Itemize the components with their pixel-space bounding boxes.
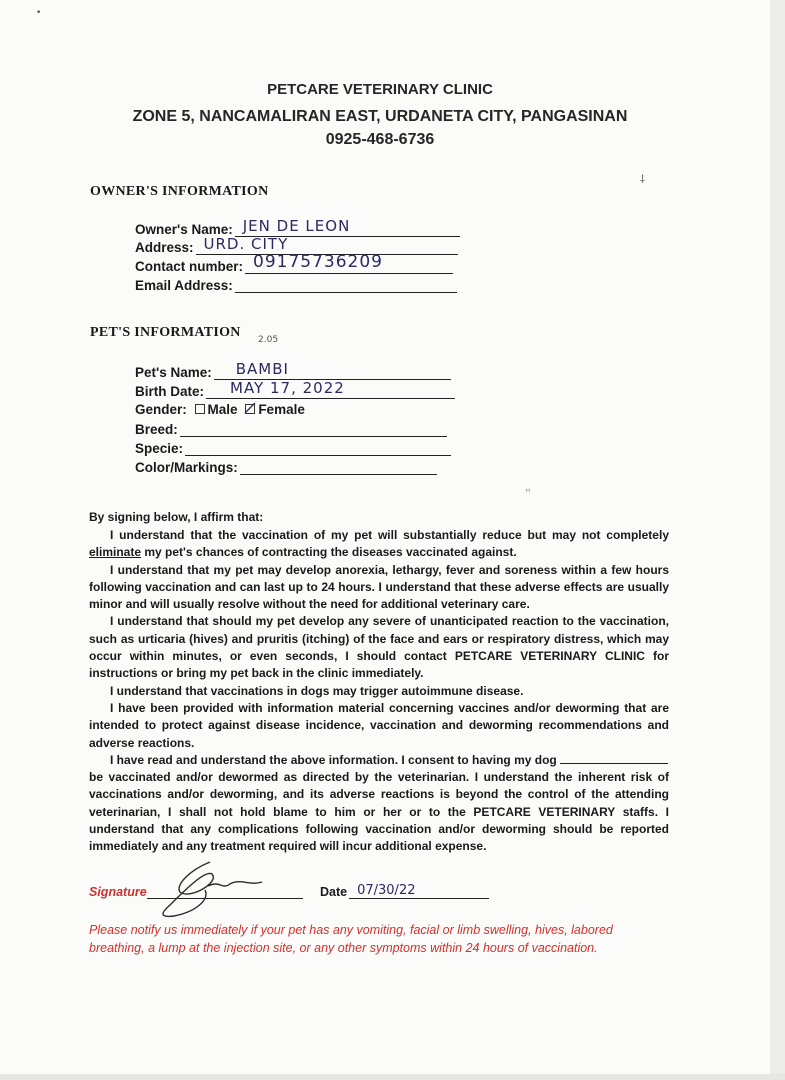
clinic-name: PETCARE VETERINARY CLINIC [267,81,493,98]
signature-scribble [150,860,270,922]
owner-name-field[interactable] [135,219,460,237]
gender-male-label: Male [207,401,238,417]
pet-gender-label: Gender: [135,401,187,417]
owner-email-field[interactable] [135,275,457,293]
pet-gender-field [135,401,305,417]
owner-address-value: URD. CITY [203,235,289,253]
consent-paragraph: I understand that should my pet develop any severe of unanticipated reaction to the vaccination, such as urticaria (hives) and pruritis (itching) of the face and ears or respiratory distress, which may occur within minutes, or even seconds, I should contact PETCARE VETERINARY CLINIC for instructions or bring my pet back in the clinic immediately. [89,614,669,681]
consent-paragraph: I have been provided with information material concerning vaccines and/or deworming that are intended to protect against disease incidence, vaccination and deworming recommendations and adverse reactions. [89,700,669,750]
scan-mark: ⸸ [640,173,646,186]
pet-birthdate-field[interactable] [135,381,455,399]
pet-breed-field[interactable] [135,419,447,437]
pet-margin-note: 2.05 [258,335,279,345]
check-mark-icon [244,402,256,414]
owner-name-value: JEN DE LEON [242,217,351,235]
date-value: 07/30/22 [357,883,416,898]
scan-dot: • [36,8,42,18]
owner-address-label: Address: [135,240,194,255]
clinic-address: ZONE 5, NANCAMALIRAN EAST, URDANETA CITY, PANGASINAN [132,108,628,125]
pet-name-field[interactable] [135,362,451,380]
owner-contact-field[interactable] [135,252,453,274]
consent-paragraph: I understand that my pet may develop anorexia, lethargy, fever and soreness within a few hours following vaccination and can last up to 24 hours. I understand that these adverse effects are usually minor and will usually resolve without the need for additional veterinary care. [89,562,669,612]
dog-name-blank[interactable] [560,753,668,764]
owner-email-label: Email Address: [135,278,233,293]
pet-specie-field[interactable] [135,438,451,456]
pet-breed-label: Breed: [135,422,178,437]
consent-body [89,527,669,856]
owner-contact-value: 09175736209 [253,252,383,272]
signature-label: Signature [89,885,147,899]
scan-bottom-edge [0,1074,785,1080]
pet-section-title: PET'S INFORMATION [90,325,241,340]
consent-paragraph: I understand that vaccinations in dogs may trigger autoimmune disease. [110,683,524,698]
gender-male-checkbox[interactable] [195,404,205,414]
gender-female-label: Female [258,401,305,417]
owner-name-label: Owner's Name: [135,222,233,237]
scan-speck: ꟸ [525,488,531,499]
pet-name-label: Pet's Name: [135,365,212,380]
consent-paragraph: I understand that the vaccination of my pet will substantially reduce but may not completely eliminate my pet's chances of contracting the diseases vaccinated against. [89,528,669,560]
clinic-phone: 0925-468-6736 [325,131,435,148]
pet-color-label: Color/Markings: [135,460,238,475]
owner-contact-label: Contact number: [135,259,243,274]
scan-edge [770,0,785,1080]
consent-paragraph: be vaccinated and/or dewormed as directed by the veterinarian. I understand the inherent risk of vaccinations and/or deworming, and its adverse reactions is beyond the control of the attending veterinarian, I shall not hold blame to him or her or to the PETCARE VETERINARY staffs. I understand that any complications following vaccination and/or deworming should be reported immediately and any treatment required will incur additional expense. [89,770,669,854]
pet-color-field[interactable] [135,457,437,475]
gender-female-checkbox[interactable] [245,404,255,414]
pet-name-value: BAMBI [235,360,289,378]
pet-specie-label: Specie: [135,441,184,456]
date-label: Date [320,885,348,899]
consent-paragraph: I have read and understand the above information. I consent to having my dog [89,752,669,769]
owner-section-title: OWNER'S INFORMATION [90,184,269,199]
notice-text: Please notify us immediately if your pet has any vomiting, facial or limb swelling, hives, labored breathing, a lump at the injection site, or any other symptoms within 24 hours of vaccination. [89,923,613,955]
date-field[interactable] [320,885,489,899]
pet-birthdate-label: Birth Date: [135,384,205,399]
consent-intro: By signing below, I affirm that: [89,510,264,524]
pet-birthdate-value: MAY 17, 2022 [230,379,345,397]
